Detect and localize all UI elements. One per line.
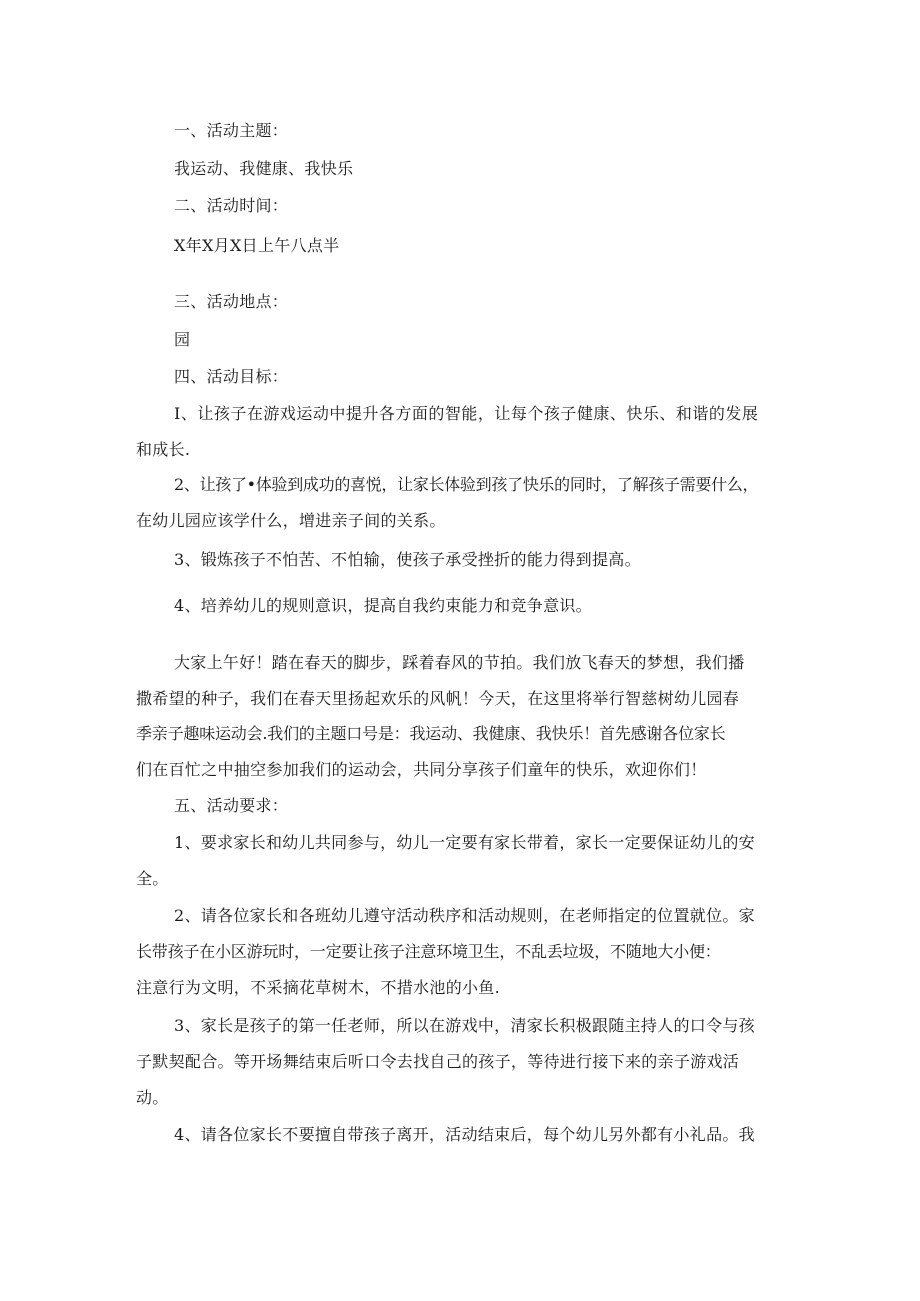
heading-activity-time: 二、活动时间：: [174, 196, 289, 215]
requirement-3-line-1: 3、家长是孩子的第一任老师，所以在游戏中，清家长积极跟随主持人的口令与孩: [174, 1016, 755, 1035]
goal-4: 4、培养幼儿的规则意识，提高自我约束能力和竞争意识。: [174, 596, 592, 615]
activity-theme-text: 我运动、我健康、我快乐: [174, 159, 354, 178]
requirement-3-line-3: 动。: [136, 1088, 169, 1107]
goal-2-line-2: 在幼儿园应该学什么，增进亲子间的关系。: [136, 511, 446, 530]
requirement-1-line-1: 1、要求家长和幼儿共同参与，幼儿一定要有家长带着，家长一定要保证幼儿的安: [174, 833, 755, 852]
heading-activity-theme: 一、活动主题：: [174, 121, 289, 140]
requirement-2-line-3: 注意行为文明，不采摘花草树木，不措水池的小鱼.: [136, 978, 500, 997]
requirement-2-line-2: 长带孩子在小区游玩时，一定要让孩子注意环境卫生，不乱丢垃圾，不随地大小便：: [136, 942, 721, 961]
heading-activity-goals: 四、活动目标：: [174, 367, 289, 386]
requirement-4-line-1: 4、请各位家长不要擅自带孩子离开，活动结束后，每个幼儿另外都有小礼品。我: [174, 1125, 755, 1144]
requirement-1-line-2: 全。: [136, 869, 169, 888]
activity-time-text: X年X月X日上午八点半: [174, 236, 340, 255]
requirement-2-line-1: 2、请各位家长和各班幼儿遵守活动秩序和活动规则，在老师指定的位置就位。家: [174, 906, 755, 925]
goal-3: 3、锻炼孩子不怕苦、不怕输，使孩子承受挫折的能力得到提高。: [174, 550, 641, 569]
goal-1-line-1: I、让孩子在游戏运动中提升各方面的智能，让每个孩子健康、快乐、和谐的发展: [174, 404, 759, 423]
activity-location-text: 园: [174, 330, 191, 349]
heading-activity-location: 三、活动地点：: [174, 292, 289, 311]
requirement-3-line-2: 子默契配合。等开场舞结束后听口令去找自己的孩子，等待进行接下来的亲子游戏活: [136, 1052, 740, 1071]
speech-line-2: 撒希望的种子，我们在春天里扬起欢乐的风帆！今天，在这里将举行智慈树幼儿园春: [136, 689, 740, 708]
speech-line-3: 季亲子趣味运动会.我们的主题口号是：我运动、我健康、我快乐！首先感谢各位家长: [136, 724, 726, 743]
goal-2-line-1: 2、让孩了•体验到成功的喜悦，让家长体验到孩了快乐的同时，了解孩子需要什么，: [174, 475, 759, 494]
heading-activity-requirements: 五、活动要求：: [174, 796, 289, 815]
speech-line-4: 们在百忙之中抽空参加我们的运动会，共同分享孩子们童年的快乐，欢迎你们！: [136, 760, 707, 779]
speech-line-1: 大家上午好！踏在春天的脚步，踩着春风的节拍。我们放飞春天的梦想，我们播: [174, 653, 745, 672]
goal-1-line-2: 和成长.: [136, 440, 191, 459]
